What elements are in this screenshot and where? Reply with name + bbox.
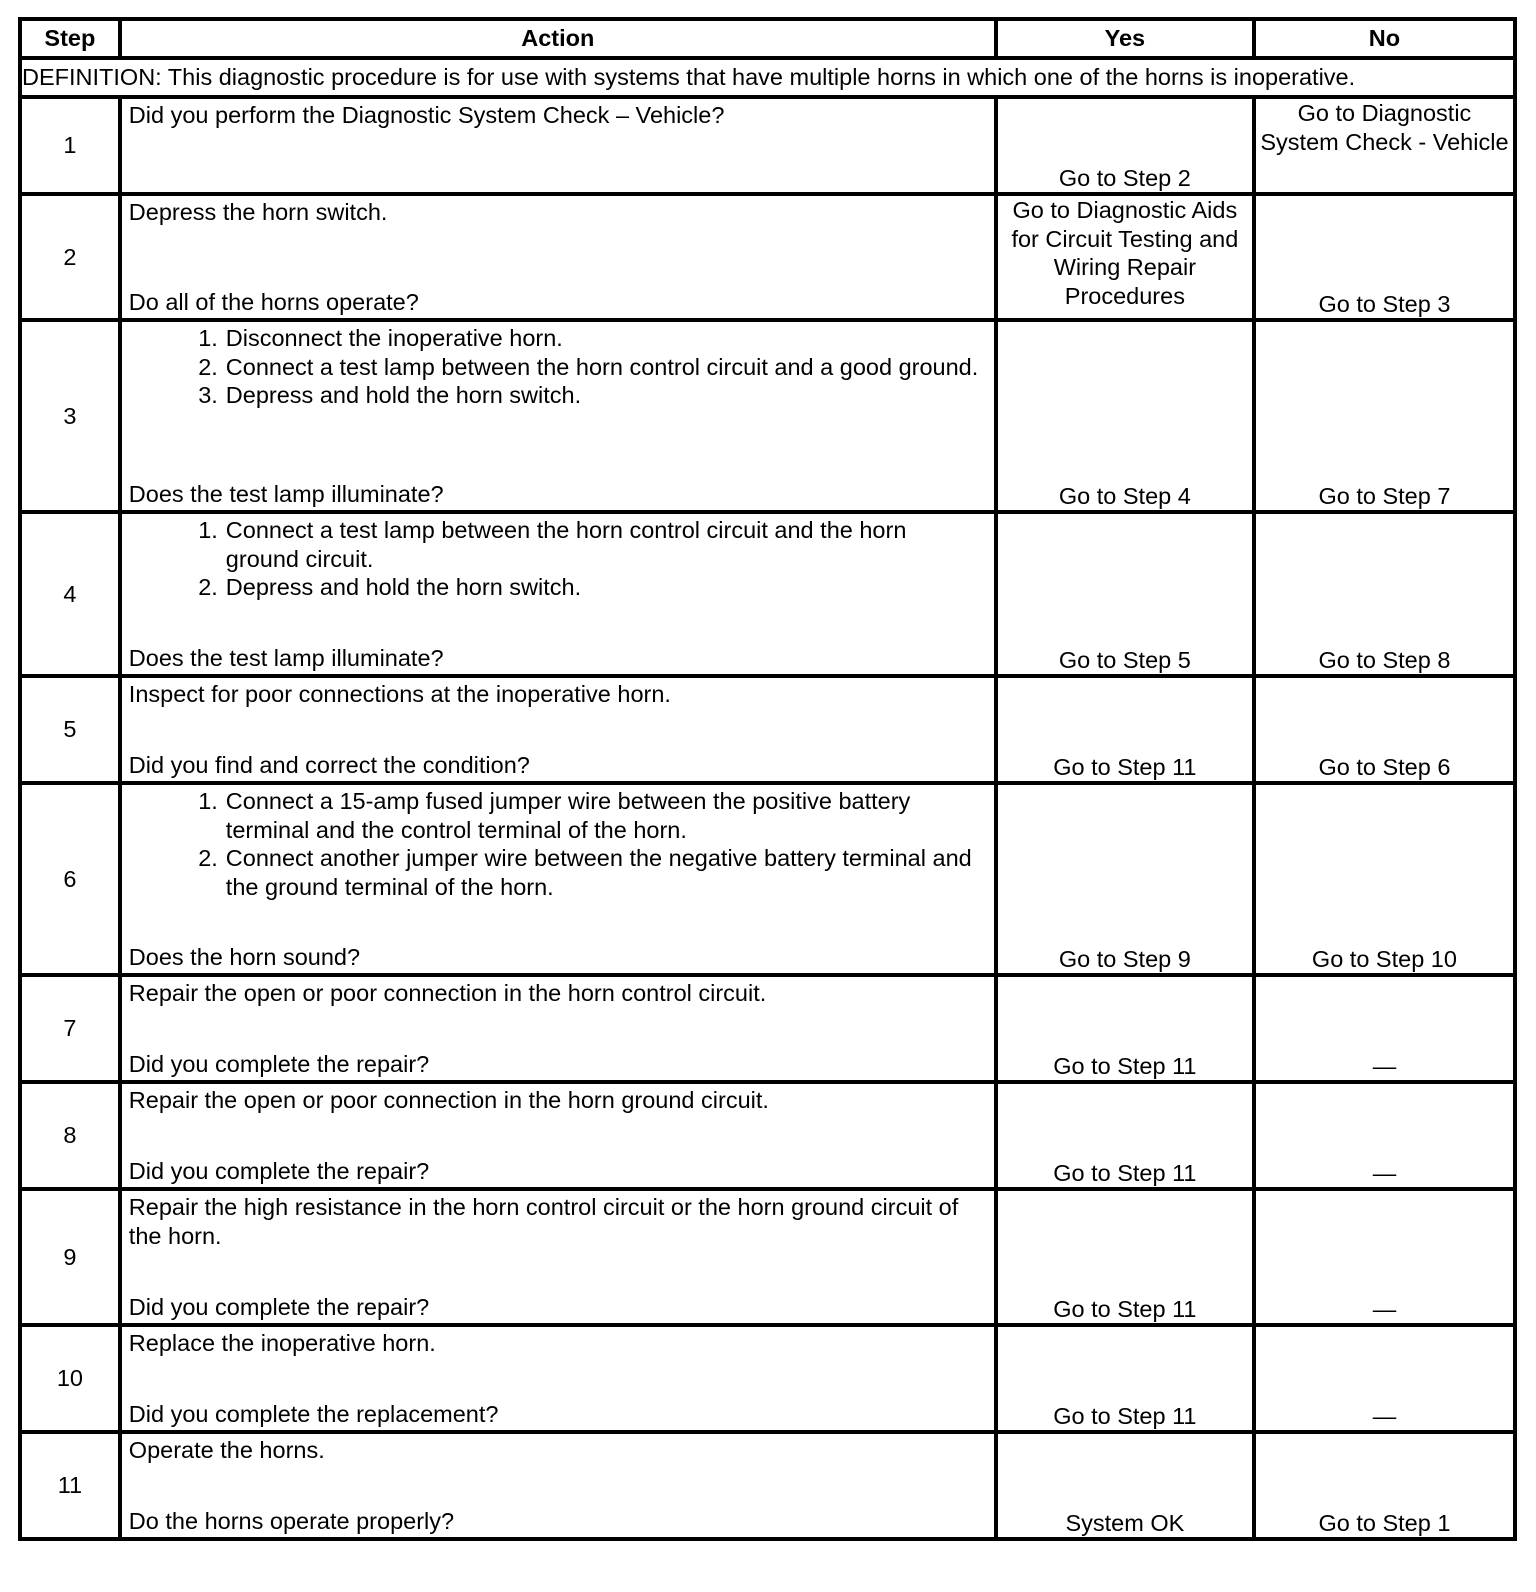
substep-text: Connect a 15-amp fused jumper wire between the positive battery terminal and the control terminal of the horn. (225, 788, 911, 843)
step-number: 9 (20, 1189, 120, 1325)
table-row (20, 1432, 1515, 1539)
substep-item (129, 573, 986, 602)
step-number: 10 (20, 1325, 120, 1432)
action-cell (120, 97, 996, 194)
action-question: Does the test lamp illuminate? (128, 480, 444, 507)
action-cell (120, 1325, 996, 1432)
substep-text: Connect a test lamp between the horn control circuit and a good ground. (225, 353, 979, 380)
definition-row (20, 58, 1515, 97)
header-action: Action (120, 19, 996, 58)
action-cell (120, 320, 996, 512)
diagnostic-table (18, 17, 1517, 1541)
table-row (20, 1325, 1515, 1432)
substep-item (129, 844, 986, 901)
action-content (122, 1191, 994, 1323)
action-question: Does the horn sound? (128, 943, 361, 970)
no-result: Go to Step 3 (1254, 194, 1515, 320)
no-result: Go to Diagnostic System Check - Vehicle (1254, 97, 1515, 194)
step-number: 7 (20, 975, 120, 1082)
action-cell (120, 1432, 996, 1539)
action-question: Did you complete the repair? (128, 1157, 430, 1184)
action-question: Did you complete the repair? (128, 1293, 430, 1320)
no-result: Go to Step 7 (1254, 320, 1515, 512)
table-row (20, 320, 1515, 512)
header-step: Step (20, 19, 120, 58)
no-result: Go to Step 10 (1254, 783, 1515, 975)
header-row (20, 19, 1515, 58)
yes-result: Go to Step 2 (996, 97, 1254, 194)
no-result: — (1254, 1189, 1515, 1325)
yes-result: Go to Step 11 (996, 1325, 1254, 1432)
substep-list (129, 787, 986, 901)
action-instruction: Did you perform the Diagnostic System Check – Vehicle? (128, 102, 725, 128)
action-cell (120, 975, 996, 1082)
step-number: 2 (20, 194, 120, 320)
action-instruction: Replace the inoperative horn. (128, 1330, 436, 1356)
step-number: 6 (20, 783, 120, 975)
substep-number: 2. (198, 574, 218, 600)
step-number: 8 (20, 1082, 120, 1189)
action-instruction: Repair the open or poor connection in the horn control circuit. (128, 980, 767, 1006)
substep-list (129, 516, 986, 602)
table-row (20, 1082, 1515, 1189)
action-question: Does the test lamp illuminate? (128, 644, 444, 671)
action-cell (120, 676, 996, 783)
substep-item (129, 787, 986, 844)
action-question: Do the horns operate properly? (128, 1507, 455, 1534)
yes-result: Go to Step 11 (996, 1082, 1254, 1189)
table-row (20, 194, 1515, 320)
action-content (122, 977, 994, 1080)
table-row (20, 97, 1515, 194)
action-instruction: Repair the high resistance in the horn control circuit or the horn ground circuit of the horn. (128, 1194, 959, 1249)
yes-result: Go to Step 11 (996, 1189, 1254, 1325)
action-instruction: Inspect for poor connections at the inoperative horn. (128, 681, 671, 707)
action-question: Did you complete the replacement? (128, 1400, 499, 1427)
no-result: Go to Step 6 (1254, 676, 1515, 783)
yes-result: Go to Step 9 (996, 783, 1254, 975)
action-content (122, 196, 994, 318)
no-result: Go to Step 8 (1254, 512, 1515, 676)
substep-text: Disconnect the inoperative horn. (225, 325, 563, 351)
substep-list (129, 324, 986, 410)
no-result: — (1254, 1082, 1515, 1189)
action-content (122, 678, 994, 781)
step-number: 4 (20, 512, 120, 676)
table-row (20, 512, 1515, 676)
substep-text: Depress and hold the horn switch. (225, 382, 582, 408)
action-content (122, 1327, 994, 1430)
step-number: 11 (20, 1432, 120, 1539)
action-content (122, 514, 994, 674)
yes-result: Go to Step 11 (996, 676, 1254, 783)
substep-number: 1. (198, 517, 218, 543)
step-number: 5 (20, 676, 120, 783)
action-question: Do all of the horns operate? (128, 288, 419, 315)
action-content (122, 1084, 994, 1187)
action-cell (120, 1082, 996, 1189)
action-question: Did you complete the repair? (128, 1050, 430, 1077)
yes-result: Go to Step 4 (996, 320, 1254, 512)
action-content (122, 785, 994, 973)
action-question: Did you find and correct the condition? (128, 751, 530, 778)
table-row (20, 975, 1515, 1082)
step-number: 3 (20, 320, 120, 512)
yes-result: System OK (996, 1432, 1254, 1539)
action-instruction: Operate the horns. (128, 1437, 325, 1463)
substep-item (129, 516, 986, 573)
action-content (122, 1434, 994, 1537)
action-instruction: Depress the horn switch. (128, 199, 388, 225)
no-result: Go to Step 1 (1254, 1432, 1515, 1539)
substep-item (129, 381, 986, 410)
substep-item (129, 353, 986, 382)
action-cell (120, 194, 996, 320)
yes-result: Go to Step 5 (996, 512, 1254, 676)
action-cell (120, 1189, 996, 1325)
action-content (122, 99, 994, 192)
substep-text: Depress and hold the horn switch. (225, 574, 582, 600)
definition-text: DEFINITION: This diagnostic procedure is for use with systems that have multiple horns in which one of the horns is inoperative. (20, 58, 1515, 97)
table-row (20, 1189, 1515, 1325)
no-result: — (1254, 975, 1515, 1082)
substep-item (129, 324, 986, 353)
yes-result: Go to Diagnostic Aids for Circuit Testing and Wiring Repair Procedures (996, 194, 1254, 320)
action-cell (120, 512, 996, 676)
substep-number: 2. (198, 845, 218, 871)
table-row (20, 676, 1515, 783)
header-no: No (1254, 19, 1515, 58)
substep-number: 3. (198, 382, 218, 408)
yes-result: Go to Step 11 (996, 975, 1254, 1082)
substep-number: 1. (198, 325, 218, 351)
action-content (122, 322, 994, 510)
header-yes: Yes (996, 19, 1254, 58)
step-number: 1 (20, 97, 120, 194)
substep-number: 2. (198, 353, 218, 380)
action-instruction: Repair the open or poor connection in the horn ground circuit. (128, 1087, 769, 1113)
substep-text: Connect a test lamp between the horn control circuit and the horn ground circuit. (225, 517, 907, 572)
action-cell (120, 783, 996, 975)
no-result: — (1254, 1325, 1515, 1432)
substep-text: Connect another jumper wire between the negative battery terminal and the ground terminal of the horn. (225, 845, 972, 900)
table-row (20, 783, 1515, 975)
substep-number: 1. (198, 788, 218, 814)
